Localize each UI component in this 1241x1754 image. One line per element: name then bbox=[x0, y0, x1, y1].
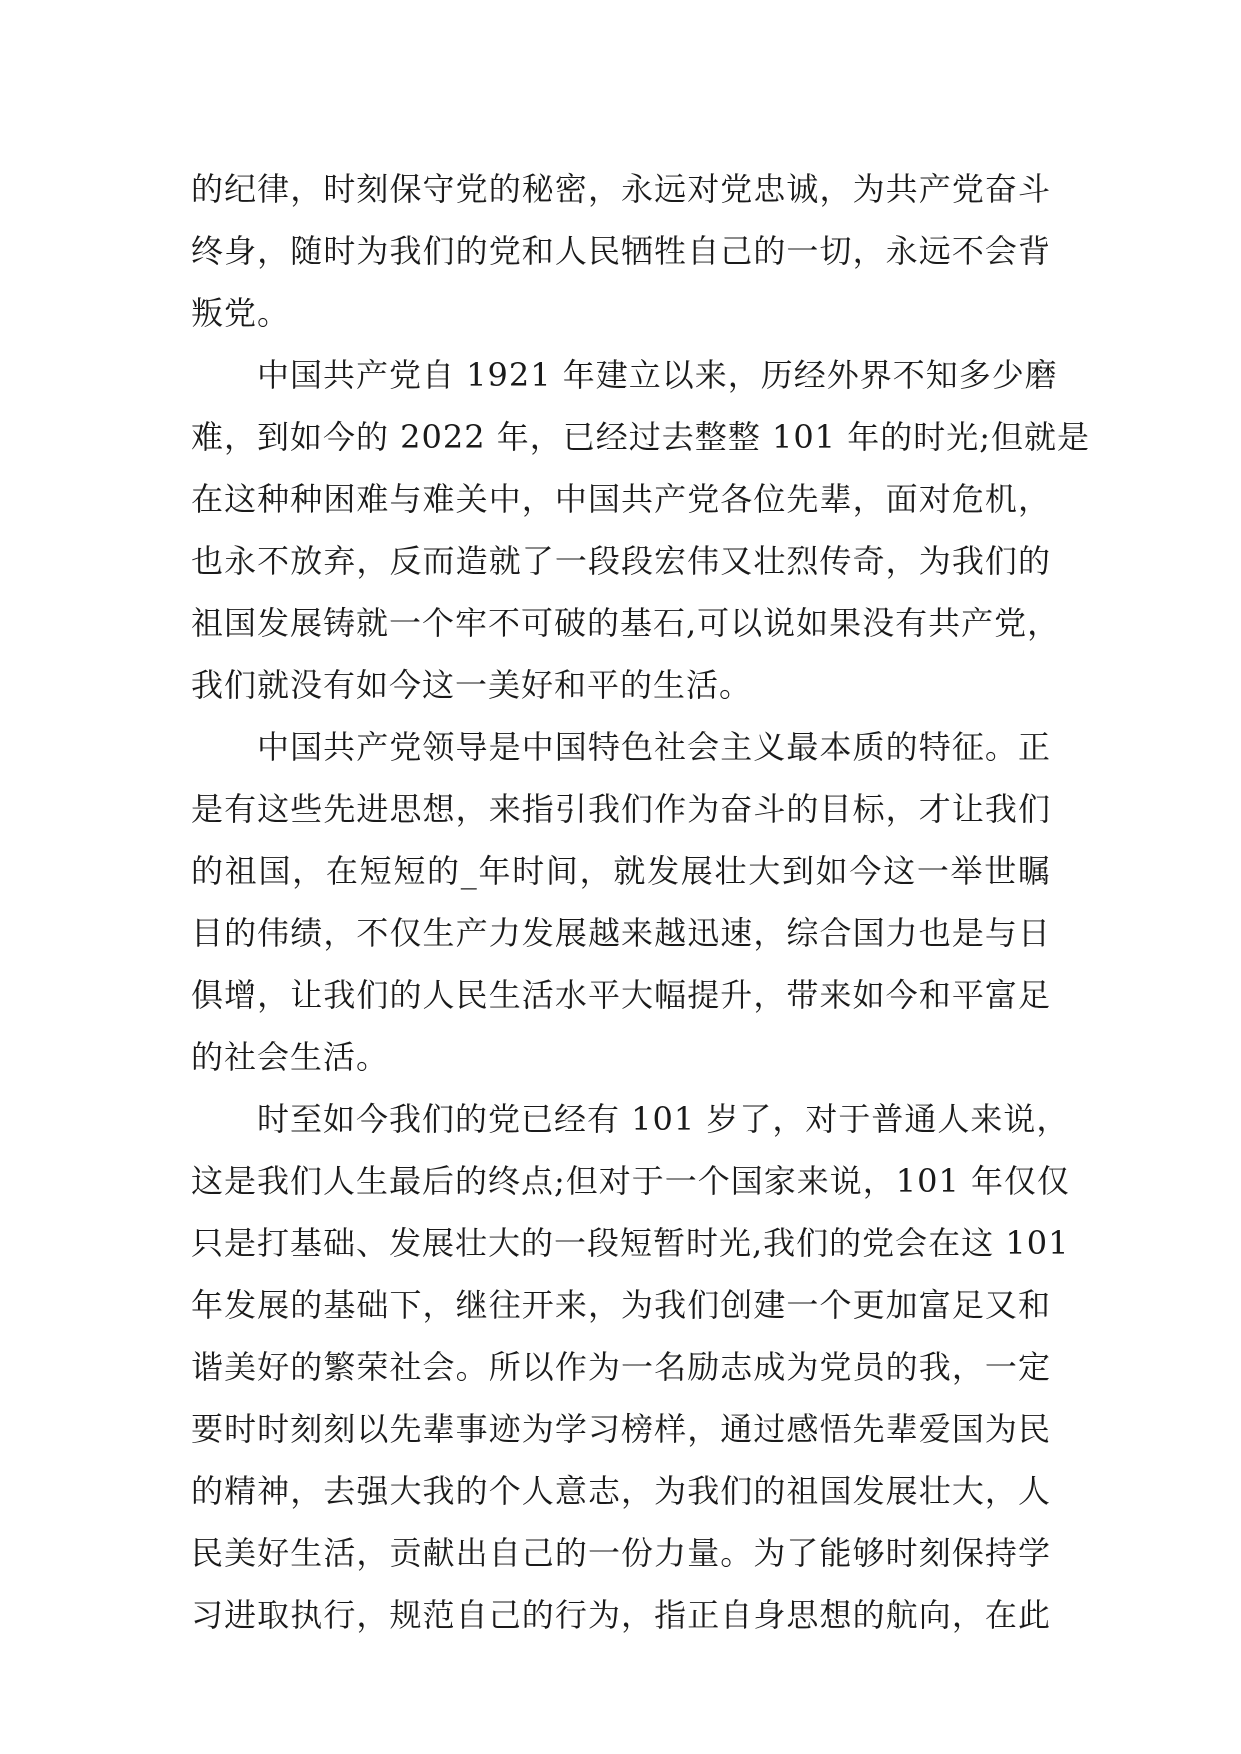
text-line: 习进取执行，规范自己的行为，指正自身思想的航向，在此 bbox=[191, 1596, 1051, 1634]
text-line: 的祖国，在短短的_年时间，就发展壮大到如今这一举世瞩 bbox=[191, 852, 1051, 890]
text-line: 也永不放弃，反而造就了一段段宏伟又壮烈传奇，为我们的 bbox=[191, 542, 1051, 580]
text-line: 民美好生活，贡献出自己的一份力量。为了能够时刻保持学 bbox=[191, 1534, 1051, 1572]
text-line: 的精神，去强大我的个人意志，为我们的祖国发展壮大，人 bbox=[191, 1472, 1051, 1510]
paragraph-1 bbox=[191, 158, 1051, 344]
text-line: 要时时刻刻以先辈事迹为学习榜样，通过感悟先辈爱国为民 bbox=[191, 1410, 1051, 1448]
document-body bbox=[191, 158, 1090, 1646]
paragraph-4 bbox=[191, 1088, 1071, 1646]
text-line: 俱增，让我们的人民生活水平大幅提升，带来如今和平富足 bbox=[191, 976, 1051, 1014]
text-line: 时至如今我们的党已经有 101 岁了，对于普通人来说， bbox=[257, 1100, 1070, 1138]
text-line: 终身，随时为我们的党和人民牺牲自己的一切，永远不会背 bbox=[191, 232, 1051, 270]
text-line: 叛党。 bbox=[191, 294, 291, 332]
text-line: 的社会生活。 bbox=[191, 1038, 390, 1076]
text-line: 难，到如今的 2022 年，已经过去整整 101 年的时光;但就是 bbox=[191, 418, 1090, 456]
text-line: 我们就没有如今这一美好和平的生活。 bbox=[191, 666, 753, 704]
paragraph-2 bbox=[191, 344, 1090, 716]
text-line: 只是打基础、发展壮大的一段短暂时光,我们的党会在这 101 bbox=[191, 1224, 1070, 1262]
text-line: 中国共产党领导是中国特色社会主义最本质的特征。正 bbox=[257, 728, 1051, 766]
text-line: 年发展的基础下，继往开来，为我们创建一个更加富足又和 bbox=[191, 1286, 1051, 1324]
text-line: 谐美好的繁荣社会。所以作为一名励志成为党员的我，一定 bbox=[191, 1348, 1051, 1386]
text-line: 祖国发展铸就一个牢不可破的基石,可以说如果没有共产党， bbox=[191, 604, 1061, 642]
text-line: 目的伟绩，不仅生产力发展越来越迅速，综合国力也是与日 bbox=[191, 914, 1051, 952]
text-line: 是有这些先进思想，来指引我们作为奋斗的目标，才让我们 bbox=[191, 790, 1051, 828]
text-line: 中国共产党自 1921 年建立以来，历经外界不知多少磨 bbox=[257, 356, 1058, 394]
text-line: 的纪律，时刻保守党的秘密，永远对党忠诚，为共产党奋斗 bbox=[191, 170, 1051, 208]
text-line: 在这种种困难与难关中，中国共产党各位先辈，面对危机， bbox=[191, 480, 1051, 518]
text-line: 这是我们人生最后的终点;但对于一个国家来说，101 年仅仅 bbox=[191, 1162, 1071, 1200]
paragraph-3 bbox=[191, 716, 1051, 1088]
